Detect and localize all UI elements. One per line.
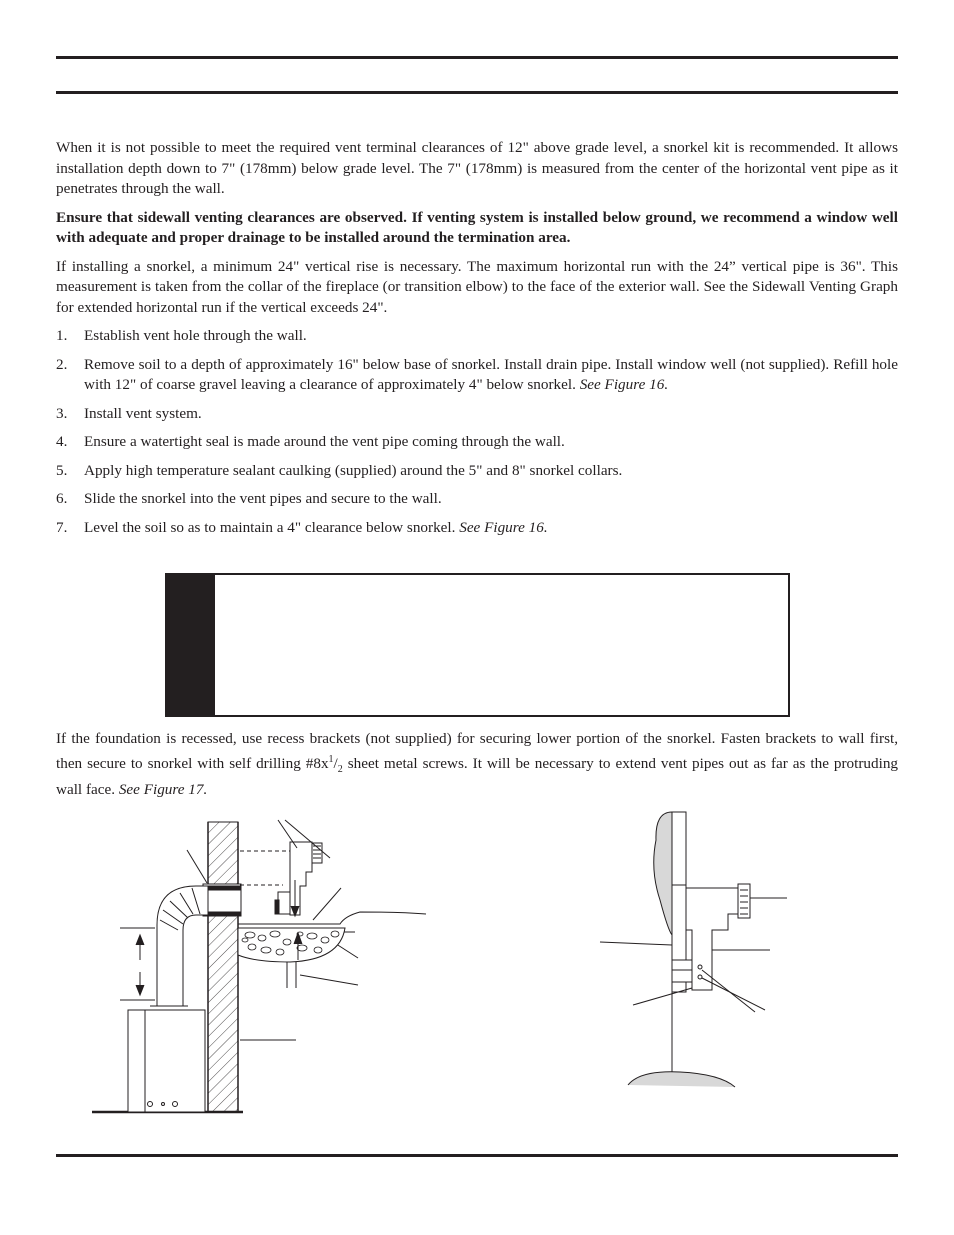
step-7: 7. Level the soil so as to maintain a 4" clearance below snorkel. See Figure 16. (56, 518, 548, 536)
step-3: 3. Install vent system. (56, 404, 202, 422)
figure-reference: See Figure 16. (579, 376, 669, 393)
fraction-denominator: 2 (337, 763, 343, 775)
step-1: 1. Establish vent hole through the wall. (56, 327, 307, 344)
intro-paragraph: When it is not possible to meet the required vent terminal clearances of 12" above grade level, a snorkel kit is recommended. It allows installation depth down to 7" (178mm) below grade level. The 7" (178mm) is measured from the center of the horizontal vent pipe as it penetrates through the wall. (56, 139, 898, 197)
venting-warning-paragraph: Ensure that sidewall venting clearances are observed. If venting system is installed below ground, we recommend a window well with adequate and proper drainage to be installed around the termination area. (56, 208, 898, 246)
step-4: 4. Ensure a watertight seal is made around the vent pipe coming through the wall. (56, 433, 565, 450)
step-6: 6. Slide the snorkel into the vent pipes and secure to the wall. (56, 490, 442, 507)
figure-reference: See Figure 17. (118, 781, 208, 799)
recess-paragraph: If the foundation is recessed, use recess brackets (not supplied) for securing lower portion of the snorkel. Fasten brackets to wall first, then secure to snorkel with self drilling $\#8x^1/_2$ sheet metal screws. It will be necessary to extend vent pipes out as far as the protruding wall face. See Figure 17. (56, 730, 899, 799)
step-5: 5. Apply high temperature sealant caulking (supplied) around the 5" and 8" snorkel collars. (56, 461, 623, 479)
bottom-rule (56, 1154, 898, 1157)
step-2: 2. Remove soil to a depth of approximately 16" below base of snorkel. Install drain pipe. Install window well (not supplied). Refill hole with 12" of coarse gravel leaving a clearance of approximately 4" below snorkel. See Figure 16. (56, 355, 898, 393)
fraction-numerator: 1 (328, 753, 334, 765)
vertical-rise-paragraph: If installing a snorkel, a minimum 24" vertical rise is necessary. The maximum horizontal run with the 24” vertical pipe is 36". This measurement is taken from the collar of the fireplace (or transition elbow) to the face of the exterior wall. See the Sidewall Venting Graph for extended horizontal run if the vertical exceeds 24". (56, 257, 898, 316)
figure-reference: See Figure 16. (459, 518, 548, 536)
